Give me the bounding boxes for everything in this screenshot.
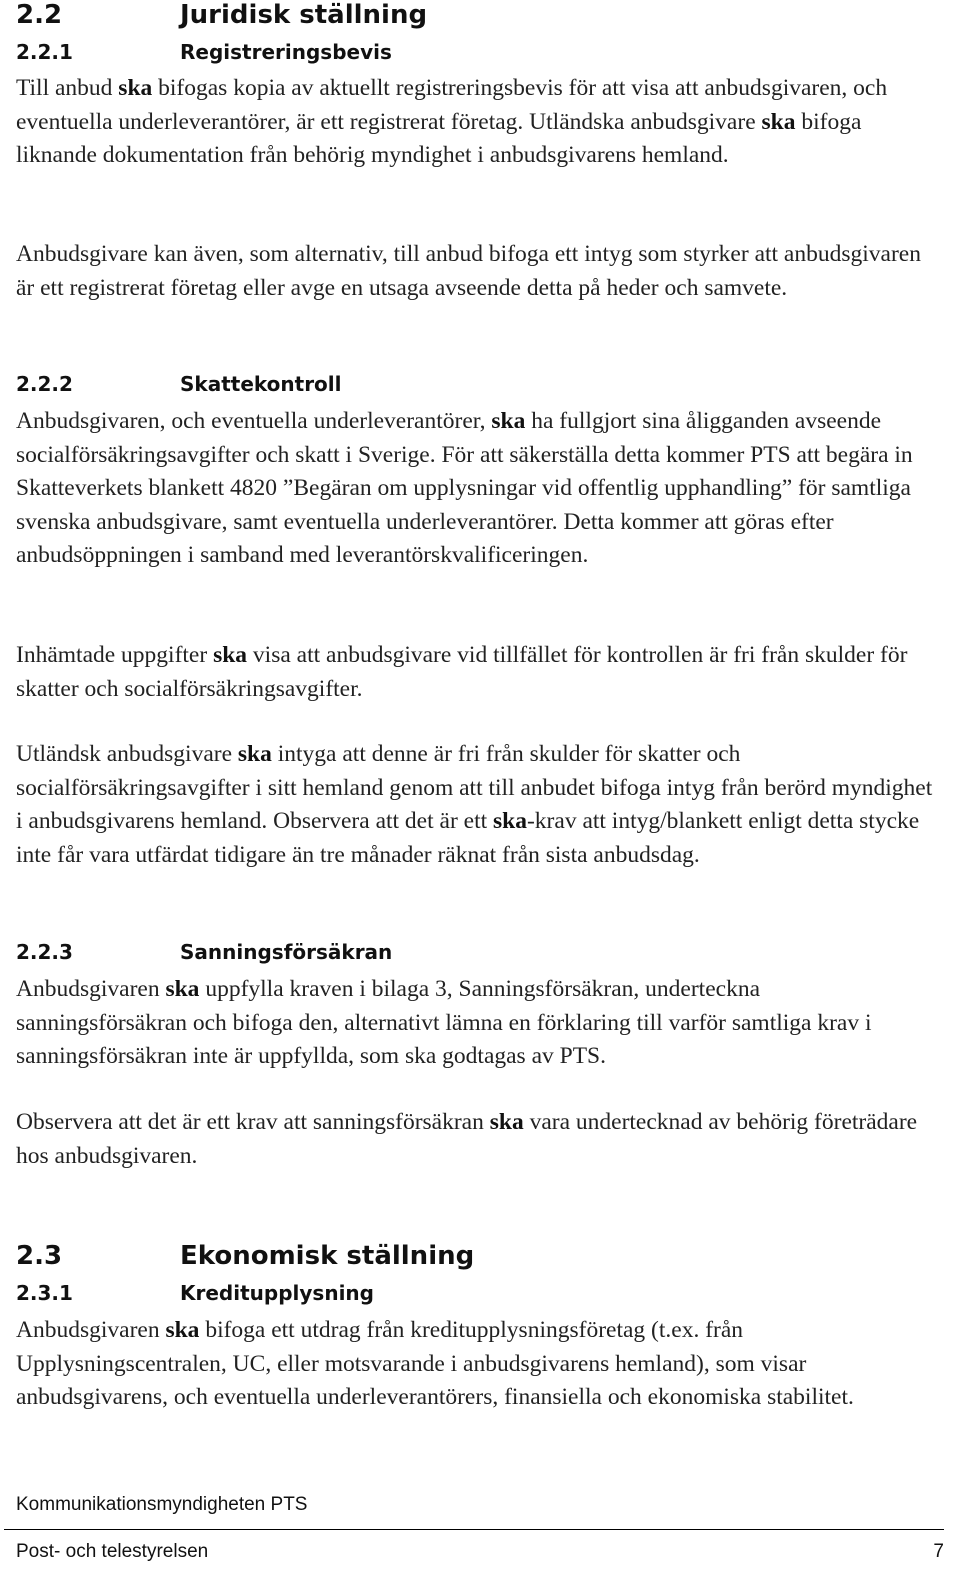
- footer-org-full-name: Post- och telestyrelsen: [16, 1541, 209, 1562]
- footer-bottom: [16, 1541, 944, 1563]
- paragraph-skattekontroll-3: Utländsk anbudsgivare ska intyga att denne är fri från skulder för skatter och socialförsäkringsavgifter i sitt hemland genom att till anbudet bifoga intyg från berörd myndighet i anbudsgivarens hemland. Observera att det är ett ska-krav att intyg/blankett enligt detta stycke inte får vara utfärdat tidigare än tre månader räknat från sista anbudsdag.: [16, 741, 933, 868]
- heading-number: 2.2.2: [16, 372, 73, 396]
- heading-number: 2.2.3: [16, 940, 73, 964]
- paragraph-registreringsbevis-2: Anbudsgivare kan även, som alternativ, till anbud bifoga ett intyg som styrker att anbudsgivaren är ett registrerat företag eller avge en utsaga avseende detta på heder och samvete.: [16, 241, 921, 301]
- heading-title: Ekonomisk ställning: [180, 1241, 475, 1271]
- heading-title: Sanningsförsäkran: [180, 940, 393, 964]
- paragraph-skattekontroll-2: Inhämtade uppgifter ska visa att anbudsgivare vid tillfället för kontrollen är fri från skulder för skatter och socialförsäkringsavgifter.: [16, 642, 908, 702]
- paragraph-kreditupplysning-1: Anbudsgivaren ska bifoga ett utdrag från kreditupplysningsföretag (t.ex. från Upplysningscentralen, UC, eller motsvarande i anbudsgivarens hemland), som visar anbudsgivarens, och eventuella underleverantörers, finansiella och ekonomiska stabilitet.: [16, 1317, 854, 1410]
- heading-title: Registreringsbevis: [180, 40, 392, 64]
- heading-title: Skattekontroll: [180, 372, 342, 396]
- heading-number: 2.3: [16, 1241, 63, 1271]
- footer-org: [16, 1494, 944, 1516]
- heading-title: Kreditupplysning: [180, 1281, 374, 1305]
- footer-divider: [4, 1529, 944, 1530]
- paragraph-sanningsforsakran-1: Anbudsgivaren ska uppfylla kraven i bilaga 3, Sanningsförsäkran, underteckna sanningsförsäkran och bifoga den, alternativt lämna en förklaring till varför samtliga krav i sanningsförsäkran inte är uppfyllda, som ska godtagas av PTS.: [16, 976, 872, 1069]
- heading-2-3-1: [16, 1281, 374, 1305]
- heading-number: 2.2: [16, 0, 63, 30]
- paragraph-skattekontroll-1: Anbudsgivaren, och eventuella underleverantörer, ska ha fullgjort sina åligganden avseende socialförsäkringsavgifter och skatt i Sverige. För att säkerställa detta kommer PTS att begära in Skatteverkets blankett 4820 ”Begäran om upplysningar vid offentlig upphandling” för samtliga svenska anbudsgivare, samt eventuella underleverantörer. Detta kommer att göras efter anbudsöppningen i samband med leverantörskvalificeringen.: [16, 408, 913, 568]
- heading-number: 2.3.1: [16, 1281, 73, 1305]
- heading-title: Juridisk ställning: [180, 0, 428, 30]
- heading-2-2: [16, 0, 427, 30]
- heading-2-2-2: [16, 372, 342, 396]
- paragraph-registreringsbevis-1: Till anbud ska bifogas kopia av aktuellt registreringsbevis för att visa att anbudsgivaren, och eventuella underleverantörer, är ett registrerat företag. Utländska anbudsgivare ska bifoga liknande dokumentation från behörig myndighet i anbudsgivarens hemland.: [16, 75, 888, 168]
- page-number: 7: [933, 1541, 944, 1562]
- heading-2-3: [16, 1241, 474, 1271]
- footer-org-name: Kommunikationsmyndigheten PTS: [16, 1494, 308, 1515]
- heading-2-2-3: [16, 940, 392, 964]
- heading-number: 2.2.1: [16, 40, 73, 64]
- heading-2-2-1: [16, 40, 392, 64]
- paragraph-sanningsforsakran-2: Observera att det är ett krav att sanningsförsäkran ska vara undertecknad av behörig företrädare hos anbudsgivaren.: [16, 1109, 918, 1169]
